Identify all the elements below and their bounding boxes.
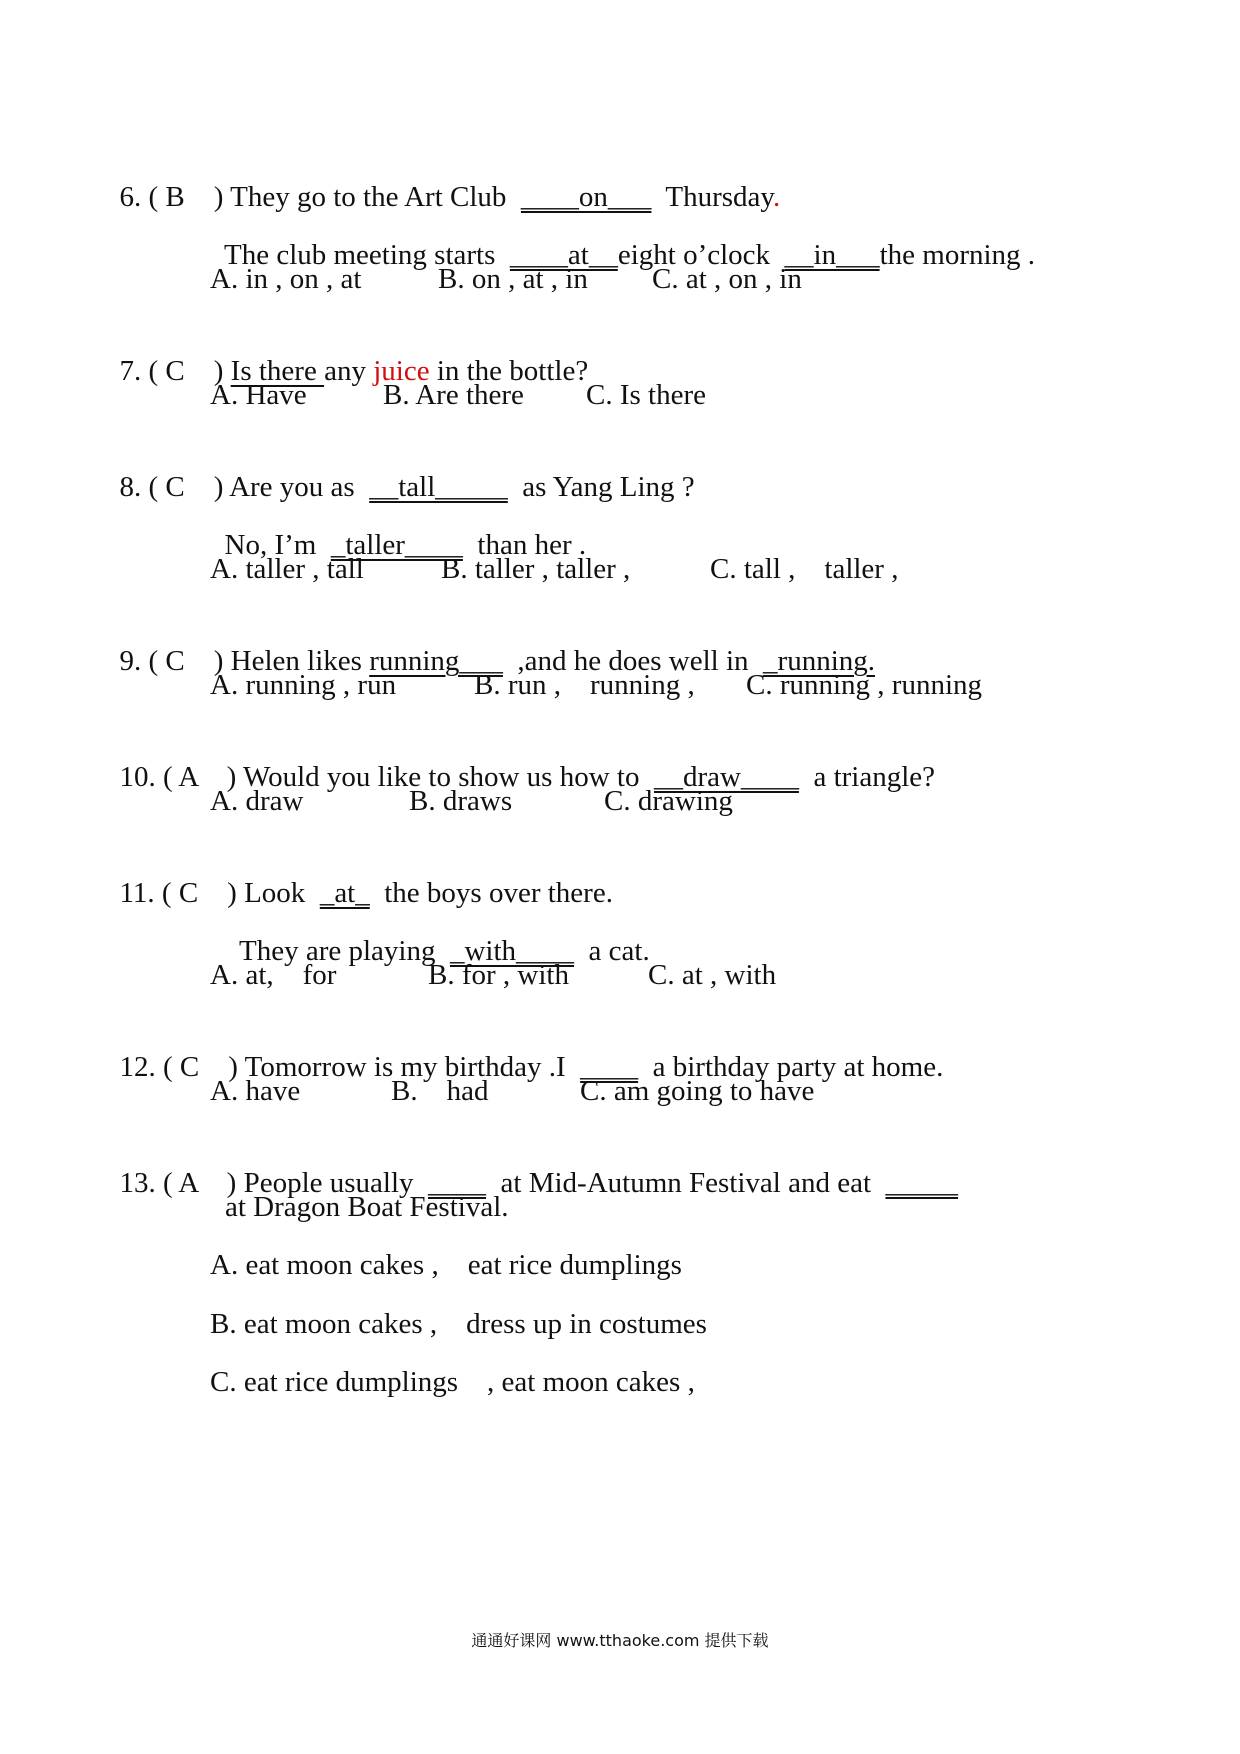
- question-7-option-a: A. Have: [210, 379, 307, 411]
- question-9-option-c: C. running , running: [746, 669, 983, 701]
- answer-blank: ____on___: [520, 181, 652, 213]
- question-number: 6. ( B ): [119, 181, 231, 213]
- question-7-stem: 7. ( C ) Is there any juice in the bottle?: [119, 355, 589, 387]
- question-8-option-b: B. taller , taller ,: [441, 553, 631, 585]
- question-10-option-b: B. draws: [409, 785, 513, 817]
- question-9-option-b: B. run , running ,: [474, 669, 695, 701]
- question-10-option-a: A. draw: [210, 785, 304, 817]
- question-number: 10. ( A ): [119, 761, 244, 793]
- answer-blank: _taller____: [330, 529, 463, 561]
- question-8-option-a: A. taller , tall: [210, 553, 364, 585]
- answer-blank: __in___: [784, 239, 880, 271]
- answer-blank: __draw____: [653, 761, 799, 793]
- question-11-option-a: A. at, for: [210, 959, 337, 991]
- answer-blank: _at_: [319, 877, 370, 909]
- question-13-stem: 13. ( A ) People usually ____ at Mid-Autumn Festival and eat _____: [119, 1167, 959, 1199]
- highlighted-word: juice: [373, 355, 430, 387]
- question-12-option-a: A. have: [210, 1075, 301, 1107]
- answer-blank: ____: [428, 1167, 487, 1199]
- answer-blank: __tall_____: [369, 471, 508, 503]
- answer-blank: _____: [885, 1167, 959, 1199]
- question-11-line-2: They are playing _with____ a cat.: [238, 935, 650, 967]
- question-number: 8. ( C ): [119, 471, 230, 503]
- question-13-option-b: B. eat moon cakes , dress up in costumes: [210, 1308, 707, 1340]
- answer-blank: _running.: [763, 645, 876, 677]
- question-number: 9. ( C ): [119, 645, 231, 677]
- question-13-option-a: A. eat moon cakes , eat rice dumplings: [210, 1249, 682, 1281]
- question-12-option-b: B. had: [391, 1075, 489, 1107]
- question-12-stem: 12. ( C ) Tomorrow is my birthday .I ____ a birthday party at home.: [119, 1051, 944, 1083]
- question-12-option-c: C. am going to have: [580, 1075, 815, 1107]
- answer-blank: ____: [580, 1051, 639, 1083]
- question-8-stem: 8. ( C ) Are you as __tall_____ as Yang Ling ?: [119, 471, 695, 503]
- answer-blank: Is there: [230, 355, 325, 387]
- question-8-option-c: C. tall , taller ,: [710, 553, 899, 585]
- answer-blank: ____at__: [509, 239, 618, 271]
- question-13-line-2: at Dragon Boat Festival.: [225, 1191, 509, 1223]
- question-6-option-b: B. on , at , in: [438, 263, 588, 295]
- question-11-option-b: B. for , with: [428, 959, 569, 991]
- answer-blank: running___: [369, 645, 503, 677]
- question-6-option-c: C. at , on , in: [652, 263, 802, 295]
- question-6-option-a: A. in , on , at: [210, 263, 362, 295]
- question-number: 7. ( C ): [119, 355, 231, 387]
- question-9-stem: 9. ( C ) Helen likes running___ ,and he does well in _running.: [119, 645, 876, 677]
- question-10-stem: 10. ( A ) Would you like to show us how to __draw____ a triangle?: [119, 761, 936, 793]
- question-10-option-c: C. drawing: [604, 785, 733, 817]
- question-11-stem: 11. ( C ) Look _at_ the boys over there.: [119, 877, 613, 909]
- answer-blank: _with____: [449, 935, 575, 967]
- question-number: 12. ( C ): [119, 1051, 245, 1083]
- question-number: 13. ( A ): [119, 1167, 244, 1199]
- question-8-line-2: No, I’m _taller____ than her .: [224, 529, 587, 561]
- question-6-stem: 6. ( B ) They go to the Art Club ____on___ Thursday.: [119, 181, 781, 213]
- question-number: 11. ( C ): [119, 877, 245, 909]
- question-7-option-c: C. Is there: [586, 379, 706, 411]
- question-6-line-2: The club meeting starts ____at__eight o’clock __in___the morning .: [223, 239, 1036, 271]
- question-13-option-c: C. eat rice dumplings , eat moon cakes ,: [210, 1366, 695, 1398]
- question-11-option-c: C. at , with: [648, 959, 777, 991]
- page-footer: 通通好课网 www.tthaoke.com 提供下载: [471, 1631, 769, 1650]
- question-7-option-b: B. Are there: [383, 379, 524, 411]
- question-9-option-a: A. running , run: [210, 669, 397, 701]
